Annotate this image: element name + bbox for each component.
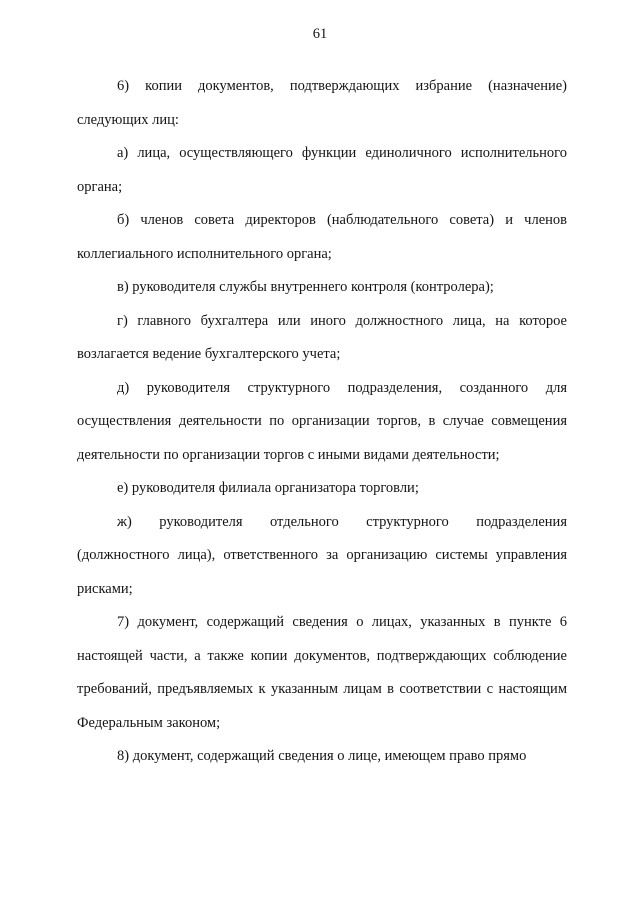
page-number: 61 — [312, 26, 328, 42]
paragraph-item-6g: г) главного бухгалтера или иного должностного лица, на которое возлагается ведение бухгалтерского учета; — [77, 312, 567, 362]
paragraph-item-6b: б) членов совета директоров (наблюдательного совета) и членов коллегиального исполнительного органа; — [77, 212, 567, 262]
paragraph-item-6: 6) копии документов, подтверждающих избрание (назначение) следующих лиц: — [77, 78, 567, 128]
paragraph-item-6v: в) руководителя службы внутреннего контроля (контролера); — [117, 279, 494, 295]
paragraph-item-8: 8) документ, содержащий сведения о лице, имеющем право прямо — [117, 748, 527, 764]
paragraph-item-6a: а) лица, осуществляющего функции единоличного исполнительного органа; — [77, 145, 567, 195]
paragraph-item-6e: е) руководителя филиала организатора торговли; — [117, 480, 419, 496]
paragraph-item-6d: д) руководителя структурного подразделения, созданного для осуществления деятельности по организации торгов, в случае совмещения деятельности по организации торгов с иными видами деятельности; — [77, 379, 567, 463]
paragraph-item-7: 7) документ, содержащий сведения о лицах, указанных в пункте 6 настоящей части, а также копии документов, подтверждающих соблюдение требований, предъявляемых к указанным лицам в соответствии с настоящим Федеральным законом; — [77, 614, 567, 731]
document-body — [77, 70, 567, 774]
paragraph-item-6zh: ж) руководителя отдельного структурного подразделения (должностного лица), ответственного за организацию системы управления рисками; — [77, 513, 567, 597]
